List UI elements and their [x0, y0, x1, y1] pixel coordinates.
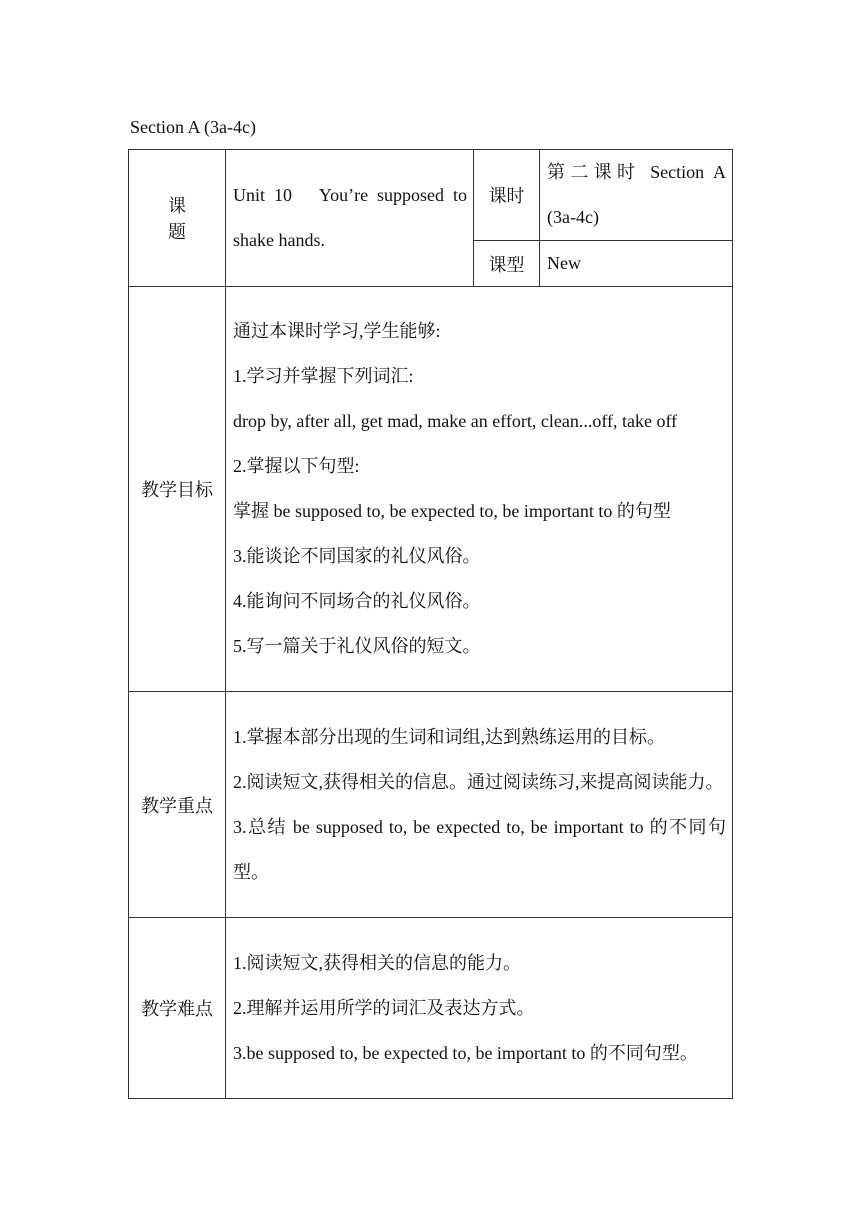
period-label: 课时 [474, 150, 540, 241]
goals-content [226, 287, 733, 692]
goals-row [129, 287, 733, 692]
key-points-label: 教学重点 [129, 692, 226, 918]
difficulties-row [129, 918, 733, 1099]
goals-line: drop by, after all, get mad, make an effort, clean...off, take off [233, 411, 678, 431]
key-points-line: 3.总结 be supposed to, be expected to, be important to 的不同句型。 [233, 816, 726, 882]
type-label: 课型 [474, 241, 540, 287]
difficulties-line: 1.阅读短文,获得相关的信息的能力。 [233, 952, 521, 973]
difficulties-line: 2.理解并运用所学的词汇及表达方式。 [233, 997, 535, 1018]
goals-line: 通过本课时学习,学生能够: [233, 321, 441, 341]
goals-line: 5.写一篇关于礼仪风俗的短文。 [233, 636, 481, 656]
goals-line: 4.能询问不同场合的礼仪风俗。 [233, 591, 481, 611]
key-points-line: 1.掌握本部分出现的生词和词组,达到熟练运用的目标。 [233, 726, 665, 747]
period-value: 第二课时 Section A (3a-4c) [540, 150, 733, 241]
difficulties-label: 教学难点 [129, 918, 226, 1099]
goals-label: 教学目标 [129, 287, 226, 692]
goals-line: 1.学习并掌握下列词汇: [233, 366, 414, 386]
page-heading: Section A (3a-4c) [130, 117, 256, 137]
key-points-line: 2.阅读短文,获得相关的信息。通过阅读练习,来提高阅读能力。 [233, 771, 724, 792]
topic-label: 课 题 [129, 150, 226, 287]
key-points-row [129, 692, 733, 918]
key-points-content [226, 692, 733, 918]
goals-line: 2.掌握以下句型: [233, 456, 360, 476]
topic-row [129, 150, 733, 241]
difficulties-content [226, 918, 733, 1099]
goals-line: 3.能谈论不同国家的礼仪风俗。 [233, 546, 481, 566]
difficulties-line: 3.be supposed to, be expected to, be important to 的不同句型。 [233, 1042, 698, 1063]
type-value: New [540, 241, 733, 287]
topic-value: Unit 10 You’re supposed to shake hands. [226, 150, 474, 287]
lesson-plan-table [128, 149, 733, 1099]
goals-line: 掌握 be supposed to, be expected to, be important to 的句型 [233, 501, 671, 521]
